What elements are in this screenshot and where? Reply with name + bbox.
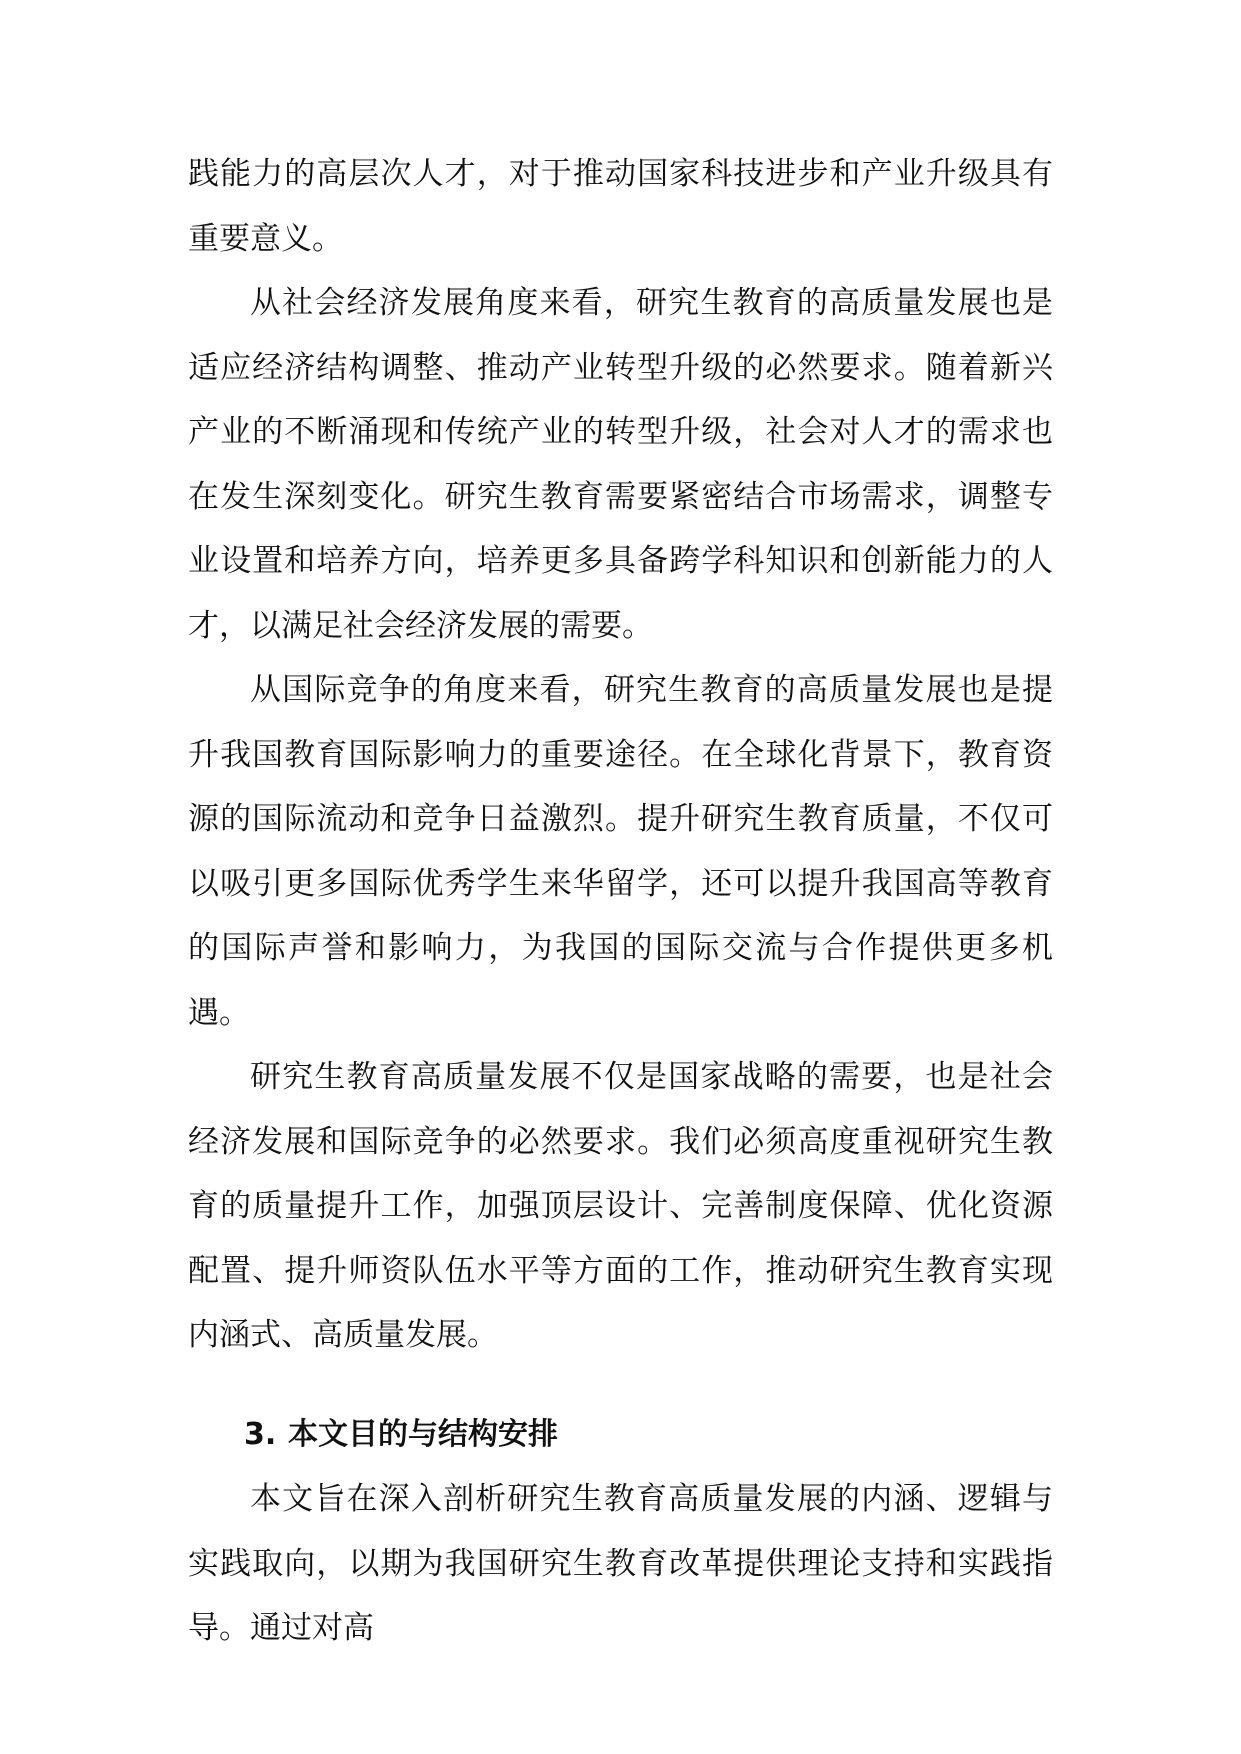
section-number: 3. (244, 1416, 277, 1452)
paragraph-2: 从社会经济发展角度来看，研究生教育的高质量发展也是适应经济结构调整、推动产业转型升级的必然要求。随着新兴产业的不断涌现和传统产业的转型升级，社会对人才的需求也在发生深刻变化。研究生教育需要紧密结合市场需求，调整专业设置和培养方向，培养更多具备跨学科知识和创新能力的人才，以满足社会经济发展的需要。 (188, 285, 1053, 644)
paragraph-1: 践能力的高层次人才，对于推动国家科技进步和产业升级具有重要意义。 (188, 156, 1053, 257)
paragraph-4: 研究生教育高质量发展不仅是国家战略的需要，也是社会经济发展和国际竞争的必然要求。我们必须高度重视研究生教育的质量提升工作，加强顶层设计、完善制度保障、优化资源配置、提升师资队伍水平等方面的工作，推动研究生教育实现内涵式、高质量发展。 (188, 1059, 1053, 1353)
paragraph-3: 从国际竞争的角度来看，研究生教育的高质量发展也是提升我国教育国际影响力的重要途径。在全球化背景下，教育资源的国际流动和竞争日益激烈。提升研究生教育质量，不仅可以吸引更多国际优秀学生来华留学，还可以提升我国高等教育的国际声誉和影响力，为我国的国际交流与合作提供更多机遇。 (188, 672, 1053, 1031)
section-heading (188, 1403, 1053, 1468)
document-page (188, 142, 1053, 1661)
section-title: 本文目的与结构安排 (288, 1416, 558, 1452)
paragraph-5: 本文旨在深入剖析研究生教育高质量发展的内涵、逻辑与实践取向，以期为我国研究生教育改革提供理论支持和实践指导。通过对高 (188, 1481, 1053, 1646)
